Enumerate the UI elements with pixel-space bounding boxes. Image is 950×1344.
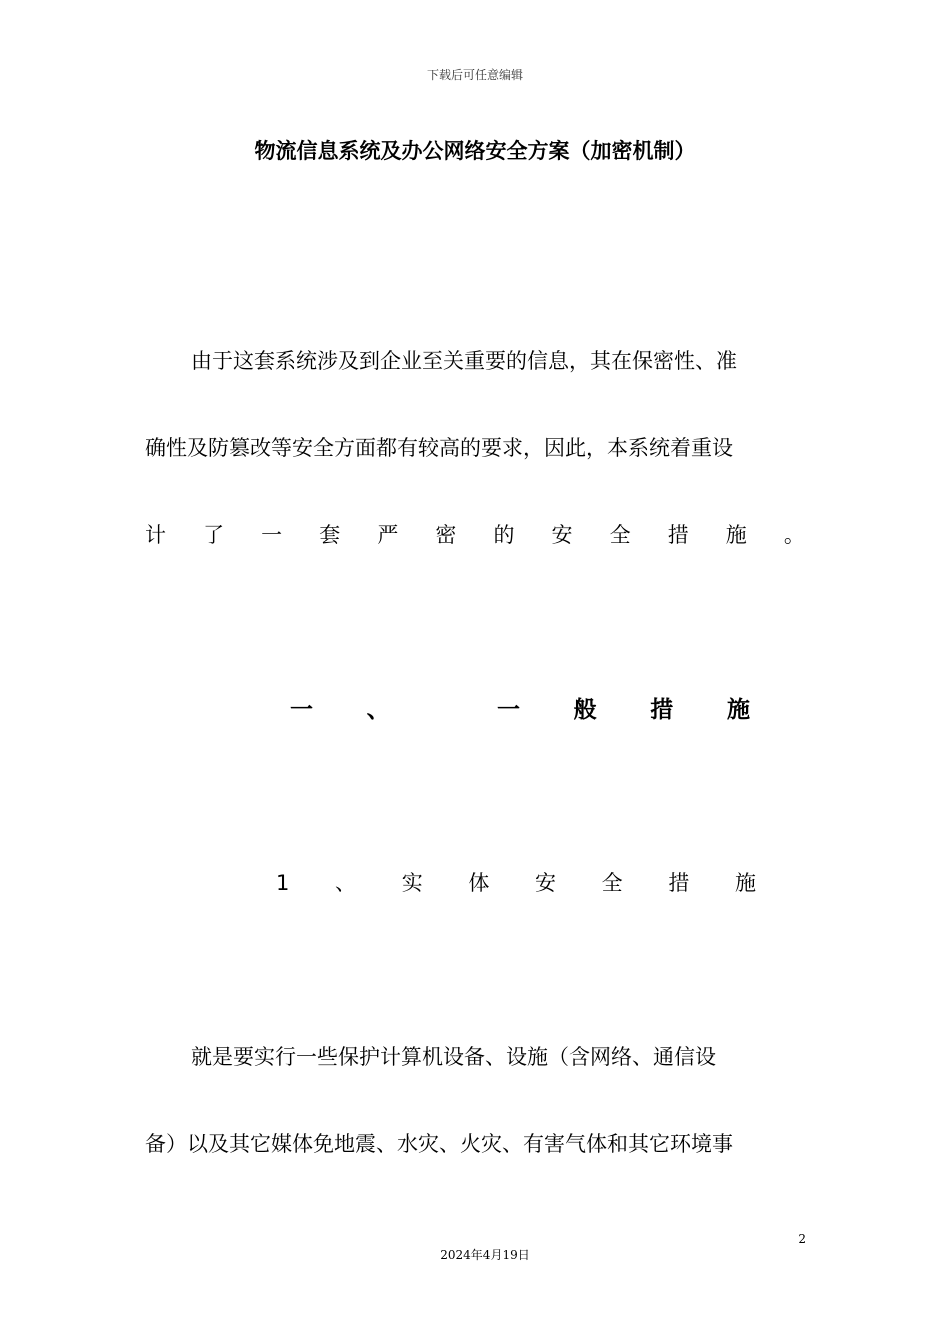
heading2-char: 实 <box>401 871 423 895</box>
heading2-char: 、 <box>335 871 357 895</box>
heading1-char: 一 <box>496 697 520 723</box>
intro-char: 计 <box>145 523 166 547</box>
document-title: 物流信息系统及办公网络安全方案（加密机制） <box>254 139 696 163</box>
intro-line-3 <box>145 520 805 550</box>
intro-char: 的 <box>493 523 515 547</box>
intro-char: 了 <box>203 523 225 547</box>
intro-char: 密 <box>435 523 457 547</box>
heading2-char: 体 <box>468 871 490 895</box>
header-note: 下载后可任意编辑 <box>426 68 523 82</box>
intro-char: 。 <box>783 523 805 547</box>
heading1-char: 、 <box>366 697 390 723</box>
heading2-char: 措 <box>668 871 690 895</box>
heading2-char: 安 <box>535 871 556 895</box>
heading1-char: 施 <box>726 697 750 723</box>
body-line-1: 就是要实行一些保护计算机设备、设施（含网络、通信设 <box>191 1045 716 1069</box>
intro-char: 一 <box>261 523 283 547</box>
intro-line-2: 确性及防篡改等安全方面都有较高的要求，因此，本系统着重设 <box>145 436 733 460</box>
intro-char: 措 <box>667 523 689 547</box>
intro-char: 全 <box>609 523 631 547</box>
page-number: 2 <box>798 1232 806 1246</box>
intro-char: 严 <box>377 523 399 547</box>
intro-char: 套 <box>319 523 341 547</box>
heading2-char: 全 <box>601 871 623 895</box>
body-line-2: 备）以及其它媒体免地震、水灾、火灾、有害气体和其它环境事 <box>145 1132 733 1156</box>
intro-char: 施 <box>725 523 747 547</box>
footer-date: 2024年4月19日 <box>440 1248 530 1262</box>
heading1-char: 措 <box>650 697 674 723</box>
intro-line-1: 由于这套系统涉及到企业至关重要的信息，其在保密性、准 <box>191 349 737 373</box>
section-heading-2 <box>276 868 756 898</box>
heading2-char: 1 <box>276 871 290 895</box>
section-heading-1 <box>290 694 750 726</box>
heading1-char: 一 <box>290 697 313 723</box>
heading2-char: 施 <box>734 871 756 895</box>
heading1-char: 般 <box>573 697 597 723</box>
intro-char: 安 <box>551 523 573 547</box>
